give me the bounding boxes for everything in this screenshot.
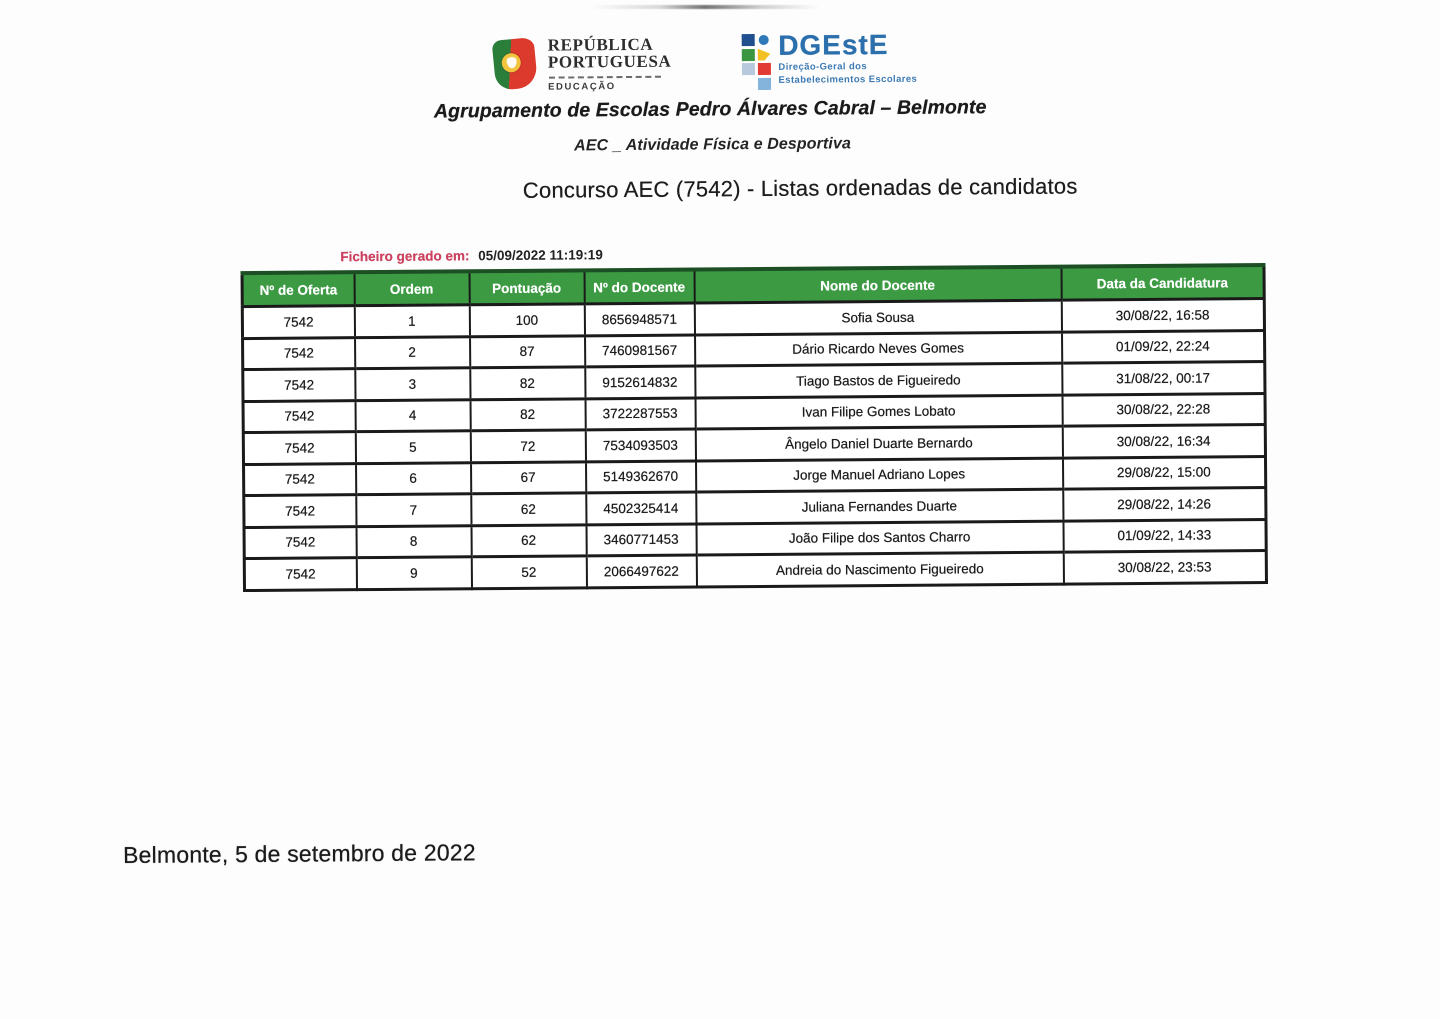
column-header-ordem: Ordem [354, 271, 469, 305]
cell-pontuacao: 67 [471, 461, 586, 493]
cell-num-docente: 4502325414 [586, 492, 696, 524]
cell-num-docente: 5149362670 [586, 460, 696, 492]
cell-pontuacao: 62 [471, 524, 586, 556]
dgeste-mosaic-icon [742, 34, 771, 90]
dgeste-logo-subtitle1: Direção-Geral dos [778, 61, 868, 73]
cell-oferta: 7542 [243, 400, 355, 432]
cell-ordem: 4 [355, 399, 470, 431]
table-row [244, 551, 1266, 591]
cell-num-docente: 3722287553 [585, 397, 695, 429]
gov-logo-text [548, 36, 672, 92]
gov-logo-line1: REPÚBLICA [547, 34, 654, 55]
cell-pontuacao: 62 [471, 493, 586, 525]
cell-ordem: 9 [356, 557, 471, 589]
gov-logo-divider [549, 75, 661, 78]
republica-portuguesa-logo [494, 36, 672, 93]
cell-oferta: 7542 [243, 432, 355, 464]
cell-ordem: 3 [355, 368, 470, 400]
file-generated-timestamp: 05/09/2022 11:19:19 [478, 247, 603, 264]
cell-ordem: 1 [354, 305, 469, 337]
cell-oferta: 7542 [244, 526, 356, 558]
dgeste-logo-text [778, 28, 918, 86]
place-date-line: Belmonte, 5 de setembro de 2022 [122, 839, 476, 869]
candidates-table [240, 263, 1267, 592]
shield-icon [506, 57, 517, 69]
mosaic-tile [758, 35, 768, 45]
cell-pontuacao: 82 [470, 398, 585, 430]
cell-data-candidatura: 30/08/22, 16:58 [1061, 299, 1264, 332]
cell-num-docente: 2066497622 [586, 555, 696, 587]
armillary-sphere-icon [501, 52, 522, 73]
cell-data-candidatura: 30/08/22, 23:53 [1063, 551, 1266, 584]
column-header-pontuacao: Pontuação [469, 270, 584, 304]
mosaic-tile [757, 63, 770, 75]
column-header-data-candidatura: Data da Candidatura [1061, 265, 1264, 300]
table-body [242, 299, 1266, 591]
dgeste-logo-title: DGEstE [778, 28, 889, 61]
cell-pontuacao: 87 [470, 335, 585, 367]
cell-nome-docente: João Filipe dos Santos Charro [696, 521, 1063, 555]
cell-nome-docente: Ângelo Daniel Duarte Bernardo [695, 426, 1062, 460]
cell-nome-docente: Sofia Sousa [694, 300, 1061, 334]
cell-num-docente: 9152614832 [585, 366, 695, 398]
gov-logo-department: EDUCAÇÃO [548, 80, 616, 93]
cell-nome-docente: Tiago Bastos de Figueiredo [695, 363, 1062, 397]
cell-data-candidatura: 01/09/22, 22:24 [1061, 330, 1264, 363]
cell-oferta: 7542 [243, 337, 355, 369]
cell-data-candidatura: 01/09/22, 14:33 [1063, 519, 1266, 552]
cell-nome-docente: Jorge Manuel Adriano Lopes [695, 458, 1062, 492]
cell-pontuacao: 82 [470, 367, 585, 399]
document-title: Concurso AEC (7542) - Listas ordenadas de candidatos [522, 173, 1078, 203]
mosaic-tile [742, 78, 755, 90]
cell-pontuacao: 52 [471, 556, 586, 588]
cell-ordem: 6 [356, 462, 471, 494]
cell-nome-docente: Ivan Filipe Gomes Lobato [695, 395, 1062, 429]
column-header-num-docente: Nº do Docente [584, 270, 694, 304]
cell-ordem: 7 [356, 494, 471, 526]
cell-ordem: 2 [355, 336, 470, 368]
mosaic-tile [742, 34, 755, 46]
file-generated-line [340, 247, 603, 264]
cell-oferta: 7542 [243, 369, 355, 401]
cell-data-candidatura: 29/08/22, 14:26 [1063, 488, 1266, 521]
cell-pontuacao: 72 [470, 430, 585, 462]
candidates-table-wrapper [240, 263, 1267, 592]
cell-nome-docente: Juliana Fernandes Duarte [696, 489, 1063, 523]
gov-logo-line2: PORTUGUESA [547, 52, 672, 72]
dgeste-logo [742, 28, 918, 90]
mosaic-tile [742, 49, 755, 61]
cell-oferta: 7542 [244, 558, 356, 590]
cell-ordem: 5 [355, 431, 470, 463]
mosaic-tile [757, 48, 770, 60]
cell-data-candidatura: 31/08/22, 00:17 [1062, 362, 1265, 395]
mosaic-tile [742, 63, 755, 75]
cell-num-docente: 8656948571 [584, 303, 694, 335]
cell-oferta: 7542 [244, 463, 356, 495]
file-generated-label: Ficheiro gerado em: [340, 248, 470, 265]
column-header-nome-docente: Nome do Docente [694, 267, 1061, 303]
cell-nome-docente: Andreia do Nascimento Figueiredo [696, 552, 1063, 586]
cell-data-candidatura: 30/08/22, 16:34 [1062, 425, 1265, 458]
column-header-oferta: Nº de Oferta [242, 272, 354, 306]
school-title: Agrupamento de Escolas Pedro Álvares Cabral – Belmonte [433, 96, 987, 123]
dgeste-logo-subtitle2: Estabelecimentos Escolares [778, 73, 918, 86]
mosaic-tile [757, 77, 770, 89]
cell-num-docente: 3460771453 [586, 523, 696, 555]
cell-pontuacao: 100 [469, 304, 584, 336]
cell-num-docente: 7460981567 [585, 335, 695, 367]
cell-ordem: 8 [356, 525, 471, 557]
activity-subtitle: AEC _ Atividade Física e Desportiva [574, 135, 851, 155]
portugal-flag-icon [492, 37, 539, 91]
cell-data-candidatura: 30/08/22, 22:28 [1062, 393, 1265, 426]
cell-oferta: 7542 [242, 306, 354, 338]
cell-oferta: 7542 [244, 495, 356, 527]
cell-nome-docente: Dário Ricardo Neves Gomes [695, 332, 1062, 366]
cell-num-docente: 7534093503 [585, 429, 695, 461]
cell-data-candidatura: 29/08/22, 15:00 [1062, 456, 1265, 489]
